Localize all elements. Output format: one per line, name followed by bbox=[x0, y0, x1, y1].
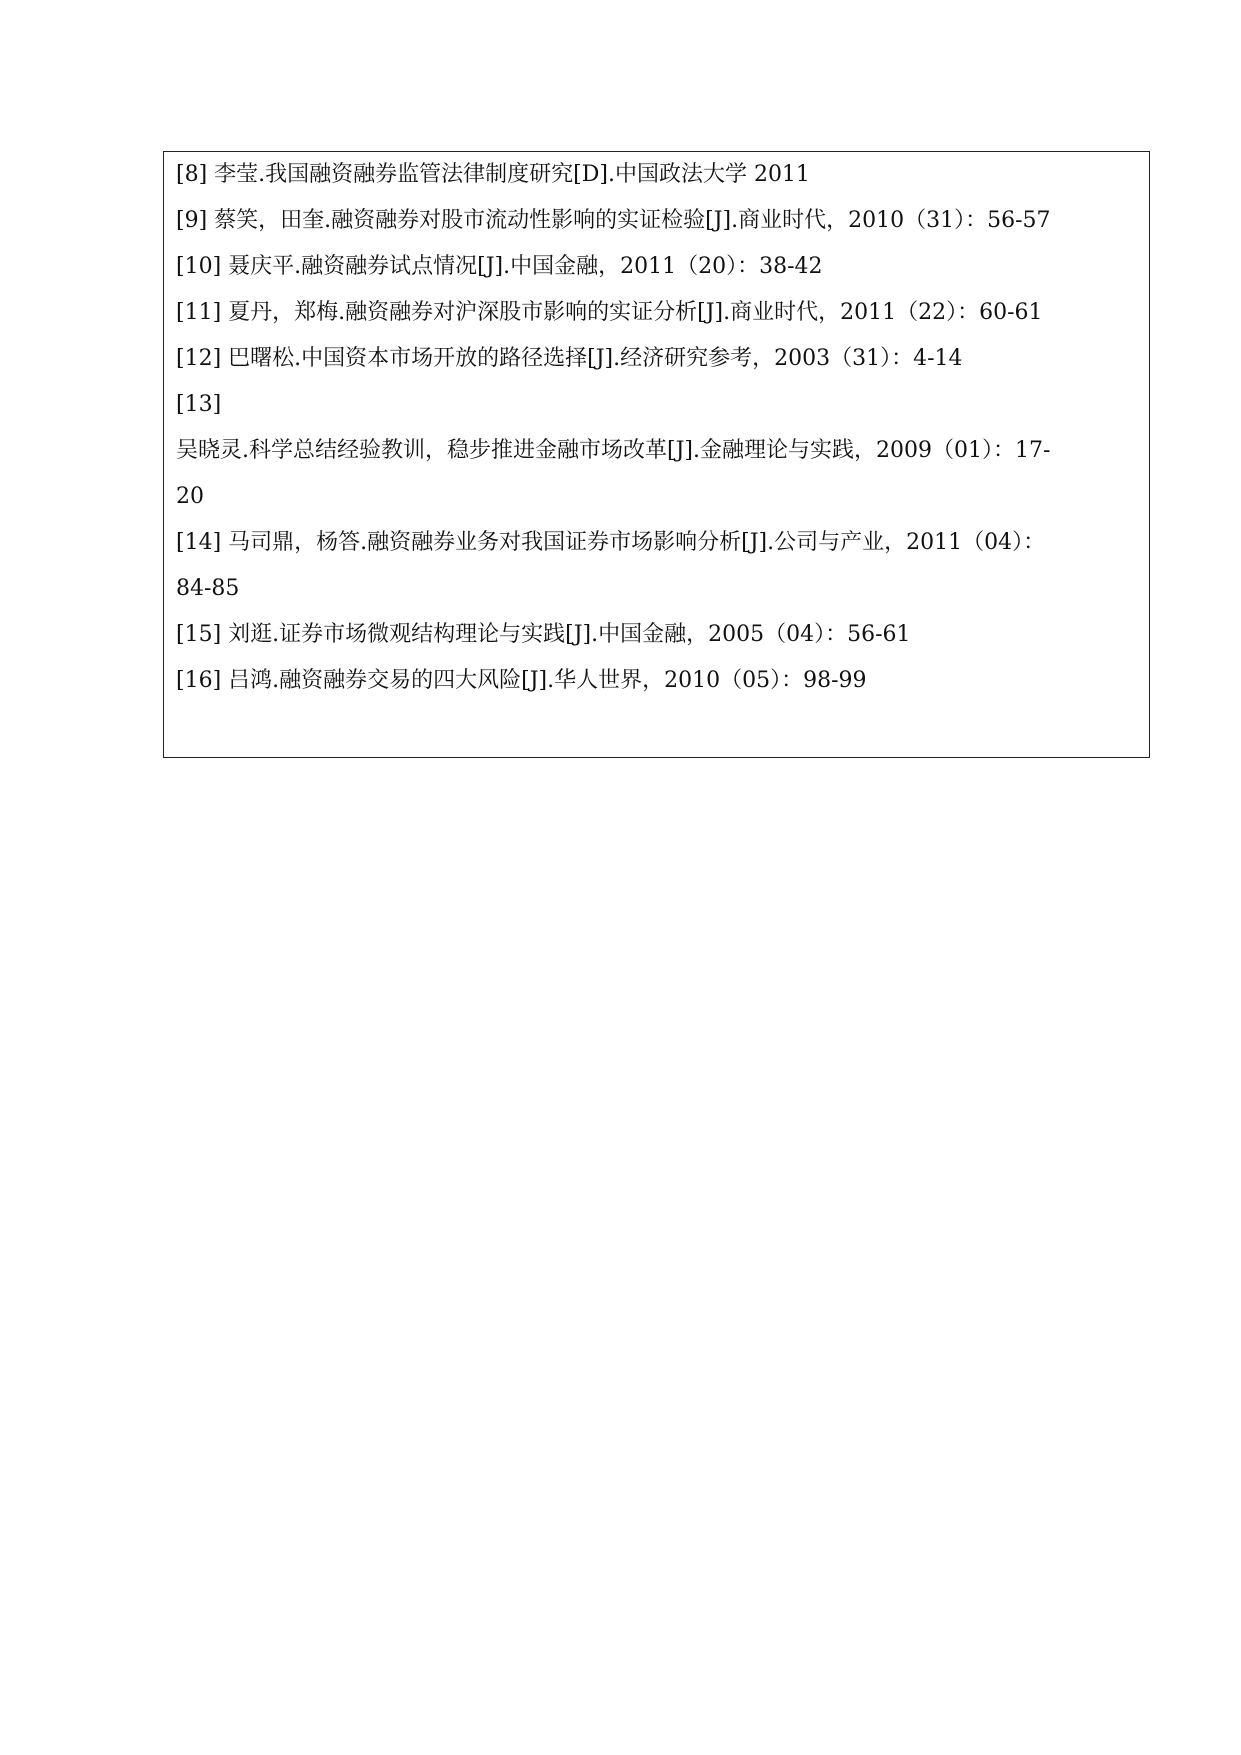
reference-line-8: [8] 李莹.我国融资融券监管法律制度研究[D].中国政法大学 2011 bbox=[176, 162, 810, 187]
reference-line-14-continued: 84-85 bbox=[176, 576, 240, 601]
reference-line-13-number: [13] bbox=[176, 392, 222, 417]
reference-line-13-text: 吴晓灵.科学总结经验教训，稳步推进金融市场改革[J].金融理论与实践，2009（01）：17- bbox=[176, 438, 1051, 463]
reference-list bbox=[176, 152, 1144, 704]
reference-line-11: [11] 夏丹，郑梅.融资融券对沪深股市影响的实证分析[J].商业时代，2011（22）：60-61 bbox=[176, 300, 1043, 325]
reference-line-13-continued: 20 bbox=[176, 484, 204, 509]
reference-line-12: [12] 巴曙松.中国资本市场开放的路径选择[J].经济研究参考，2003（31）：4-14 bbox=[176, 346, 963, 371]
reference-line-10: [10] 聂庆平.融资融券试点情况[J].中国金融，2011（20）：38-42 bbox=[176, 254, 823, 279]
reference-line-14: [14] 马司鼎，杨答.融资融券业务对我国证券市场影响分析[J].公司与产业，2011（04）： bbox=[176, 530, 1046, 555]
reference-line-16: [16] 吕鸿.融资融券交易的四大风险[J].华人世界，2010（05）：98-99 bbox=[176, 668, 867, 693]
reference-line-9: [9] 蔡笑，田奎.融资融券对股市流动性影响的实证检验[J].商业时代，2010（31）：56-57 bbox=[176, 208, 1051, 233]
references-box bbox=[163, 151, 1150, 758]
reference-line-15: [15] 刘逛.证券市场微观结构理论与实践[J].中国金融，2005（04）：56-61 bbox=[176, 622, 911, 647]
